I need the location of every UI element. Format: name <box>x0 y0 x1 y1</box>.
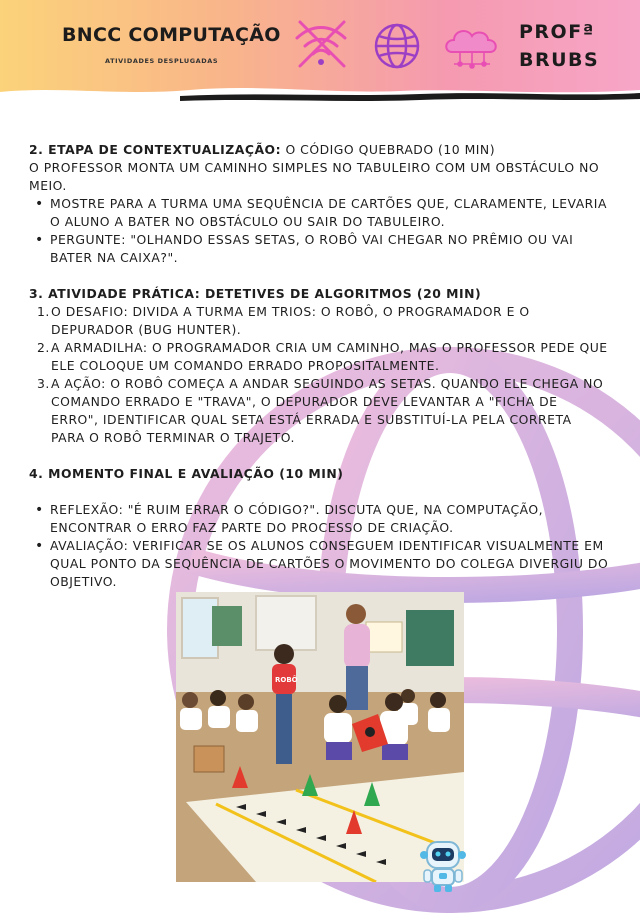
list-item: 3. A AÇÃO: O ROBÔ COMEÇA A ANDAR SEGUINDO AS SETAS. QUANDO ELE CHEGA NO COMANDO ERRADO E "TRAVA", O DEPURADOR DEVE LEVANTAR A "FICHA DE ERRO", IDENTIFICAR QUAL SETA ESTÁ ERRADA E SUBSTITUÍ-LA PELA CORRETA PARA O ROBÔ TERMINAR O TRAJETO. <box>37 376 604 445</box>
section-2-intro: O PROFESSOR MONTA UM CAMINHO SIMPLES NO TABULEIRO COM UM OBSTÁCULO NO MEIO. <box>29 160 600 193</box>
list-item: • REFLEXÃO: "É RUIM ERRAR O CÓDIGO?". DISCUTA QUE, NA COMPUTAÇÃO, ENCONTRAR O ERRO FAZ PARTE DO PROCESSO DE CRIAÇÃO. <box>29 501 609 537</box>
page-title: BNCC COMPUTAÇÃO <box>62 24 281 46</box>
no-wifi-icon <box>290 14 352 72</box>
list-item: • PERGUNTE: "OLHANDO ESSAS SETAS, O ROBÔ VAI CHEGAR NO PRÊMIO OU VAI BATER NA CAIXA?". <box>29 231 609 267</box>
section-3-list <box>29 303 609 447</box>
section-3-heading: 3. ATIVIDADE PRÁTICA: DETETIVES DE ALGORITMOS (20 MIN) <box>29 286 482 301</box>
robot-icon <box>418 838 468 894</box>
header-brush-edge <box>0 78 640 118</box>
page-subtitle: ATIVIDADES DESPLUGADAS <box>105 57 219 65</box>
section-4-list <box>29 501 609 591</box>
globe-icon <box>370 22 424 70</box>
list-item: • AVALIAÇÃO: VERIFICAR SE OS ALUNOS CONSEGUEM IDENTIFICAR VISUALMENTE EM QUAL PONTO DA SEQUÊNCIA DE CARTÕES O MOVIMENTO DO COLEGA DIVERGIU DO OBJETIVO. <box>29 537 609 591</box>
brand-line-2: BRUBS <box>519 49 600 71</box>
list-item: • MOSTRE PARA A TURMA UMA SEQUÊNCIA DE CARTÕES QUE, CLARAMENTE, LEVARIA O ALUNO A BATER NO OBSTÁCULO OU SAIR DO TABULEIRO. <box>29 195 609 231</box>
cloud-network-icon <box>440 24 504 72</box>
list-item: 1. O DESAFIO: DIVIDA A TURMA EM TRIOS: O ROBÔ, O PROGRAMADOR E O DEPURADOR (BUG HUNTER). <box>37 304 530 337</box>
lesson-content <box>29 141 609 591</box>
brand-line-1: PROFª <box>519 21 595 43</box>
section-4-heading: 4. MOMENTO FINAL E AVALIAÇÃO (10 MIN) <box>29 466 344 481</box>
section-2-list <box>29 195 609 267</box>
shirt-text: ROBÔ <box>275 676 298 684</box>
brand-name <box>519 18 599 74</box>
list-item: 2. A ARMADILHA: O PROGRAMADOR CRIA UM CAMINHO, MAS O PROFESSOR PEDE QUE ELE COLOQUE UM COMANDO ERRADO PROPOSITALMENTE. <box>37 340 608 373</box>
section-2-heading: 2. ETAPA DE CONTEXTUALIZAÇÃO: O CÓDIGO QUEBRADO (10 MIN) <box>29 142 496 157</box>
